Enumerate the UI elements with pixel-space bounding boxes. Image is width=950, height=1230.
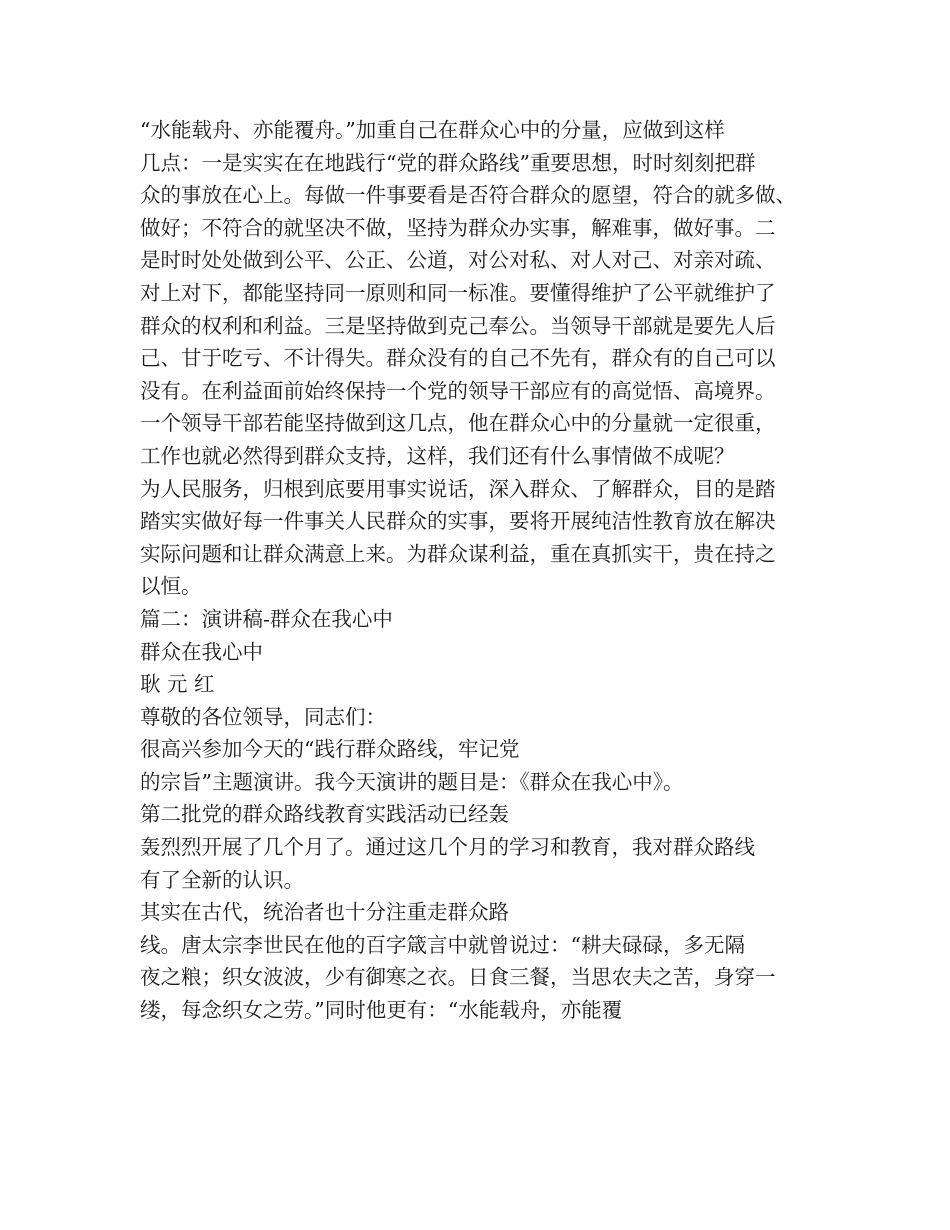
text-line: 缕，每念织女之劳。”同时他更有：“水能载舟，亦能覆 — [140, 998, 623, 1023]
salutation: 尊敬的各位领导，同志们： — [140, 704, 386, 729]
text-line: 没有。在利益面前始终保持一个党的领导干部应有的高觉悟、高境界。 — [140, 378, 776, 403]
text-line: 有了全新的认识。 — [140, 867, 304, 892]
text-line: 为人民服务，归根到底要用事实说话，深入群众、了解群众，目的是踏 — [140, 476, 776, 501]
text-line: 以恒。 — [140, 574, 202, 599]
text-line: 是时时处处做到公平、公正、公道，对公对私、对人对己、对亲对疏、 — [140, 248, 776, 273]
text-line: 做好；不符合的就坚决不做，坚持为群众办实事，解难事，做好事。二 — [140, 215, 776, 240]
text-line: 很高兴参加今天的“践行群众路线，牢记党 — [140, 737, 520, 762]
text-line: 轰烈烈开展了几个月了。通过这几个月的学习和教育，我对群众路线 — [140, 835, 755, 860]
text-line: 工作也就必然得到群众支持，这样，我们还有什么事情做不成呢？ — [140, 443, 735, 468]
text-line: 对上对下，都能坚持同一原则和同一标准。要懂得维护了公平就维护了 — [140, 280, 776, 305]
text-line: 第二批党的群众路线教育实践活动已经轰 — [140, 802, 509, 827]
text-line: 众的事放在心上。每做一件事要看是否符合群众的愿望，符合的就多做、 — [140, 183, 796, 208]
author-name: 耿 元 红 — [140, 672, 215, 697]
text-line: 踏实实做好每一件事关人民群众的实事，要将开展纯洁性教育放在解决 — [140, 509, 776, 534]
text-line: 线。唐太宗李世民在他的百字箴言中就曾说过：“耕夫碌碌，多无隔 — [140, 932, 745, 957]
text-line: 夜之粮；织女波波，少有御寒之衣。日食三餐，当思农夫之苦，身穿一 — [140, 965, 776, 990]
text-line: 一个领导干部若能坚持做到这几点，他在群众心中的分量就一定很重， — [140, 411, 776, 436]
text-line: 的宗旨”主题演讲。我今天演讲的题目是：《群众在我心中》。 — [140, 769, 684, 794]
section-heading: 篇二：演讲稿-群众在我心中 — [140, 606, 393, 631]
text-line: 己、甘于吃亏、不计得失。群众没有的自己不先有，群众有的自己可以 — [140, 346, 776, 371]
text-line: 群众的权利和利益。三是坚持做到克己奉公。当领导干部就是要先人后 — [140, 313, 776, 338]
text-line: 几点：一是实实在在地践行“党的群众路线”重要思想，时时刻刻把群 — [140, 150, 756, 175]
document-body — [140, 114, 830, 1027]
text-line: “水能载舟、亦能覆舟。”加重自己在群众心中的分量，应做到这样 — [140, 118, 725, 142]
text-line: 实际问题和让群众满意上来。为群众谋利益，重在真抓实干，贵在持之 — [140, 541, 776, 566]
speech-title: 群众在我心中 — [140, 639, 263, 664]
text-line: 其实在古代，统治者也十分注重走群众路 — [140, 900, 509, 925]
